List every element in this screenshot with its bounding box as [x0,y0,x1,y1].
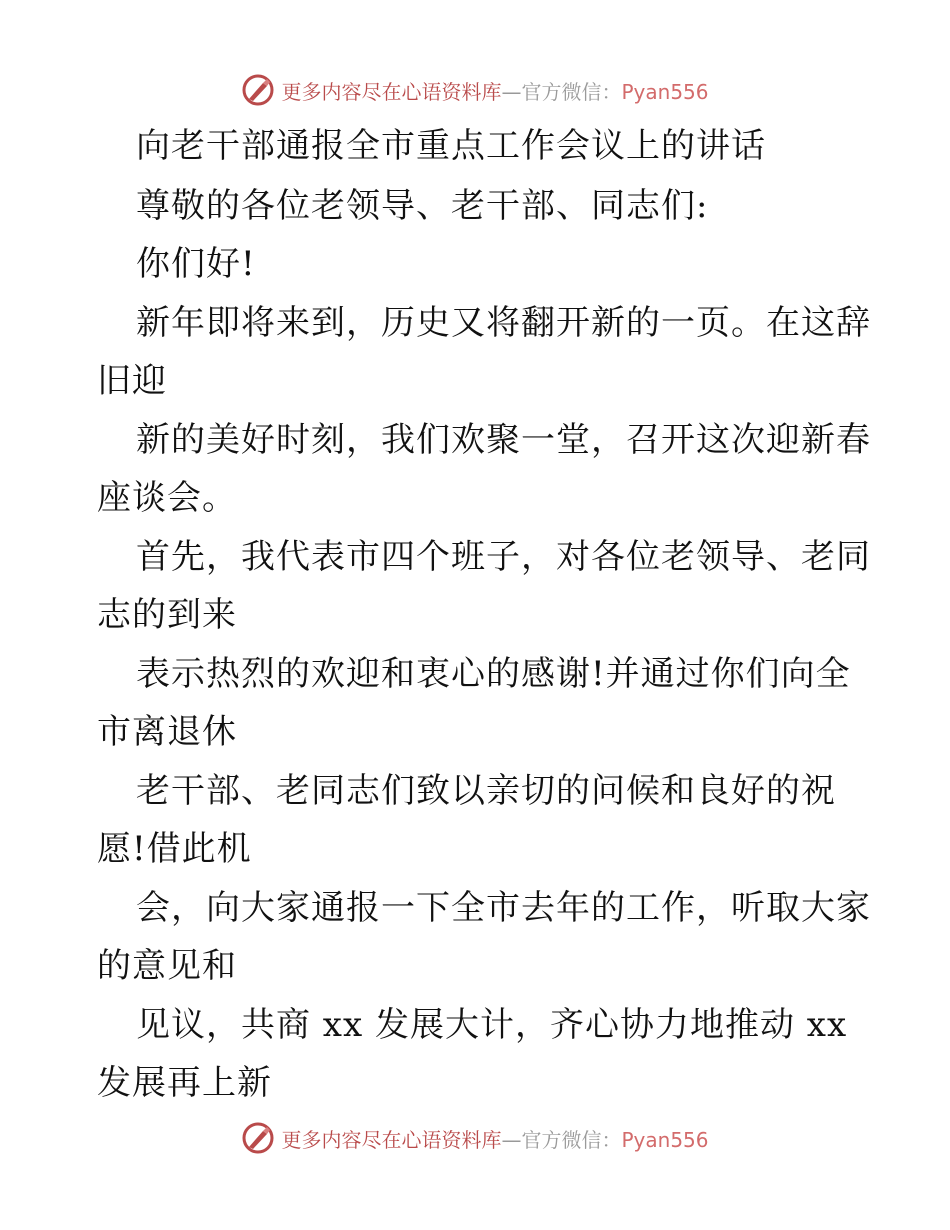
footer-watermark [0,1118,950,1158]
greeting: 你们好! [136,244,256,284]
pen-in-circle-icon [241,1121,275,1155]
paragraph-line: 会，向大家通报一下全市去年的工作，听取大家 [136,888,871,928]
watermark-text [281,76,708,105]
paragraph-line: 新年即将来到，历史又将翻开新的一页。在这辞 [136,303,871,343]
paragraph-line: 老干部、老同志们致以亲切的问候和良好的祝 [136,771,836,811]
paragraph-line: 见议，共商 xx 发展大计，齐心协力地推动 xx [136,1005,848,1045]
paragraph-line: 首先，我代表市四个班子，对各位老领导、老同 [136,537,871,577]
paragraph-line: 发展再上新 [97,1063,272,1103]
document-title: 向老干部通报全市重点工作会议上的讲话 [136,126,766,166]
watermark-text [281,1124,708,1153]
paragraph-line: 志的到来 [97,595,237,635]
watermark-main: 更多内容尽在心语资料库 [281,1127,502,1152]
watermark-main: 更多内容尽在心语资料库 [281,79,502,104]
paragraph-line: 新的美好时刻，我们欢聚一堂，召开这次迎新春 [136,420,871,460]
watermark-wechat-label: 官方微信： [521,1127,622,1152]
paragraph-line: 座谈会。 [97,478,237,518]
watermark-dash: — [501,1127,522,1152]
salutation: 尊敬的各位老领导、老干部、同志们: [136,186,709,226]
header-watermark [0,70,950,110]
watermark-id: Pyan556 [621,1127,709,1152]
paragraph-line: 市离退休 [97,712,237,752]
paragraph-line: 表示热烈的欢迎和衷心的感谢!并通过你们向全 [136,654,851,694]
paragraph-line: 旧迎 [97,361,167,401]
pen-in-circle-icon [241,73,275,107]
watermark-id: Pyan556 [621,79,709,104]
watermark-wechat-label: 官方微信： [521,79,622,104]
paragraph-line: 的意见和 [97,946,237,986]
watermark-dash: — [501,79,522,104]
paragraph-line: 愿!借此机 [97,829,252,869]
